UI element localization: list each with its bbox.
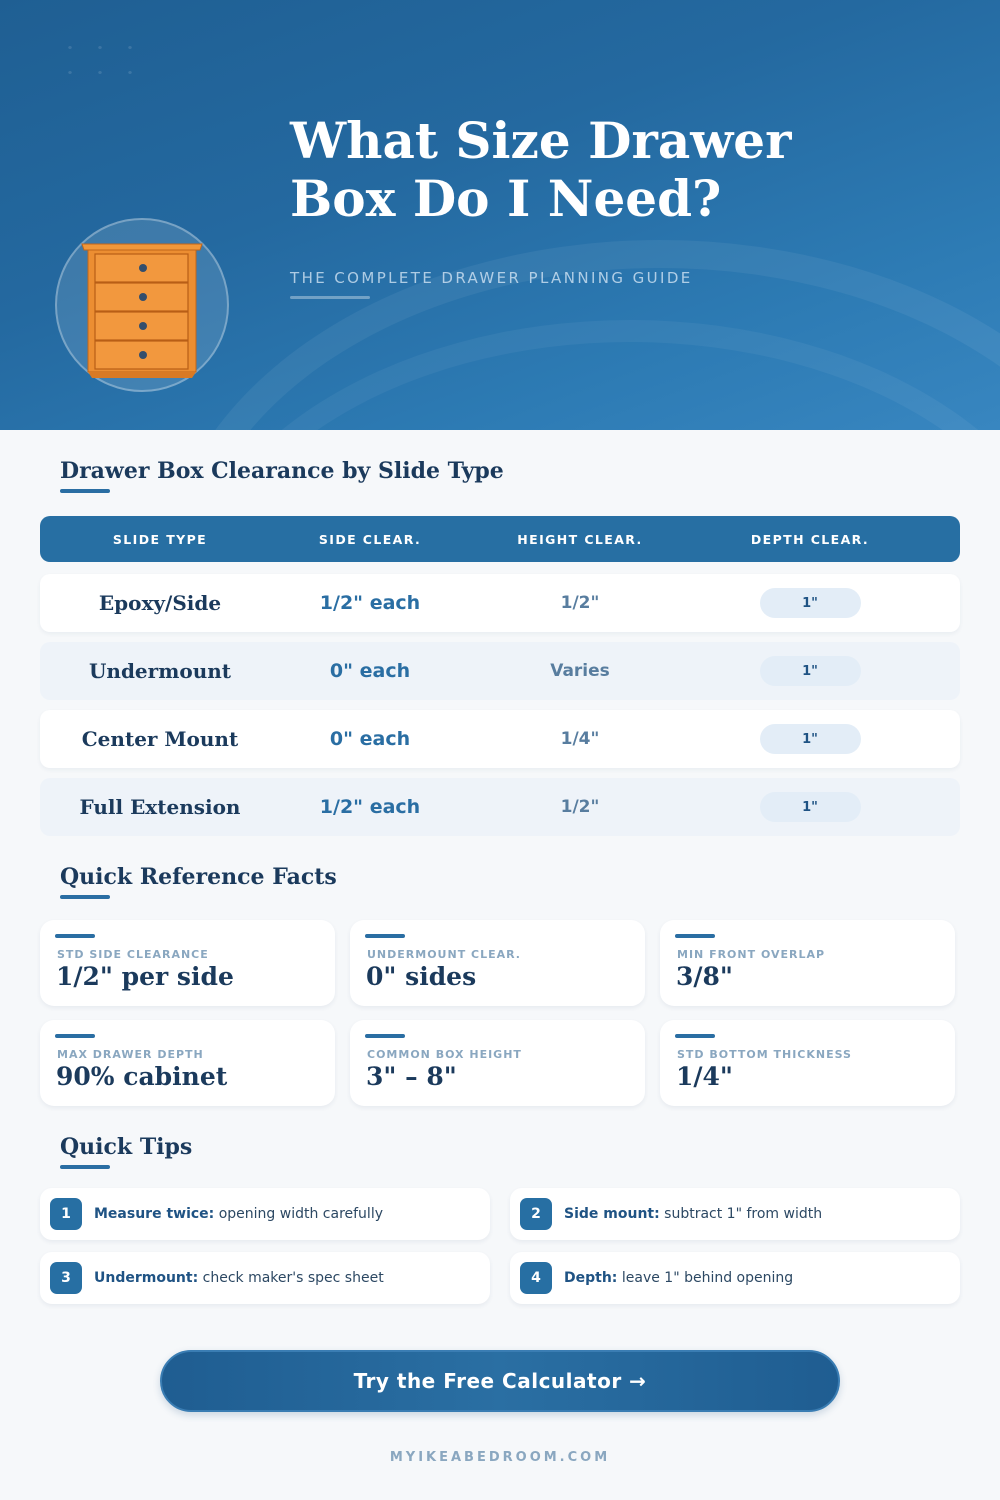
cell-height-clear: 1/4" [560, 729, 600, 749]
fact-label: STD BOTTOM THICKNESS [677, 1048, 852, 1061]
fact-value: 0" sides [366, 962, 477, 991]
cell-depth-clear [700, 724, 920, 754]
column-header-side-clear: SIDE CLEAR. [318, 531, 422, 547]
depth-pill: 1" [760, 656, 861, 686]
fact-card [40, 920, 335, 1006]
column-header-height-clear: HEIGHT CLEAR. [517, 531, 643, 547]
fact-accent-bar [55, 1034, 95, 1038]
fact-card [350, 1020, 645, 1106]
section-title-facts: Quick Reference Facts [60, 864, 337, 890]
table-row [40, 574, 960, 632]
tip-number-badge: 1 [50, 1198, 82, 1230]
tip-text [564, 1206, 822, 1222]
fact-label: COMMON BOX HEIGHT [367, 1048, 522, 1061]
subtitle-underline [290, 296, 370, 299]
tip-text [94, 1206, 383, 1222]
table-row [40, 710, 960, 768]
tip-number-badge: 4 [520, 1262, 552, 1294]
cell-slide-type: Epoxy/Side [98, 591, 222, 615]
dresser-icon [55, 218, 229, 392]
fact-accent-bar [55, 934, 95, 938]
fact-value: 90% cabinet [56, 1062, 228, 1091]
tip-item [40, 1252, 490, 1304]
hero-banner [0, 0, 1000, 430]
fact-label: MIN FRONT OVERLAP [677, 948, 826, 961]
cell-depth-clear [700, 656, 920, 686]
fact-label: MAX DRAWER DEPTH [57, 1048, 204, 1061]
section-underline [60, 489, 110, 493]
fact-accent-bar [675, 1034, 715, 1038]
clearance-table-header [40, 516, 960, 562]
dresser-icon-badge [55, 218, 229, 392]
fact-label: UNDERMOUNT CLEAR. [367, 948, 521, 961]
cell-height-clear: 1/2" [560, 797, 600, 817]
page-title [290, 112, 910, 228]
fact-value: 1/2" per side [56, 962, 234, 991]
page-subtitle: THE COMPLETE DRAWER PLANNING GUIDE [290, 269, 693, 287]
cell-slide-type: Center Mount [81, 727, 239, 751]
tip-text [564, 1270, 793, 1286]
fact-value: 3" – 8" [366, 1062, 457, 1091]
decorative-dots [55, 35, 155, 95]
tip-title: Depth: [564, 1270, 618, 1286]
tip-item [510, 1252, 960, 1304]
tip-body: check maker's spec sheet [198, 1270, 384, 1286]
column-header-slide-type: SLIDE TYPE [112, 531, 208, 547]
cell-depth-clear [700, 588, 920, 618]
fact-value: 1/4" [676, 1062, 733, 1091]
fact-accent-bar [675, 934, 715, 938]
fact-accent-bar [365, 934, 405, 938]
tip-body: opening width carefully [214, 1206, 383, 1222]
section-title-clearance: Drawer Box Clearance by Slide Type [60, 458, 504, 484]
tip-number-badge: 3 [50, 1262, 82, 1294]
tip-title: Side mount: [564, 1206, 660, 1222]
tip-item [510, 1188, 960, 1240]
fact-label: STD SIDE CLEARANCE [57, 948, 209, 961]
cell-height-clear: Varies [550, 661, 610, 681]
cell-slide-type: Full Extension [79, 795, 241, 819]
section-title-tips: Quick Tips [60, 1134, 193, 1160]
fact-card [350, 920, 645, 1006]
fact-accent-bar [365, 1034, 405, 1038]
tip-number-badge: 2 [520, 1198, 552, 1230]
depth-pill: 1" [760, 792, 861, 822]
fact-card [660, 920, 955, 1006]
depth-pill: 1" [760, 724, 861, 754]
tip-text [94, 1270, 384, 1286]
column-header-depth-clear: DEPTH CLEAR. [750, 531, 870, 547]
footer-site-link[interactable]: MYIKEABEDROOM.COM [389, 1450, 611, 1465]
section-underline [60, 1165, 110, 1169]
tip-title: Undermount: [94, 1270, 199, 1286]
fact-card [660, 1020, 955, 1106]
cell-depth-clear [700, 792, 920, 822]
depth-pill: 1" [760, 588, 861, 618]
page-title-line-1: What Size Drawer [290, 111, 792, 170]
cell-height-clear: 1/2" [560, 593, 600, 613]
tip-item [40, 1188, 490, 1240]
cell-slide-type: Undermount [88, 659, 232, 683]
cell-side-clear: 1/2" each [319, 592, 421, 614]
tip-body: leave 1" behind opening [617, 1270, 794, 1286]
try-calculator-button[interactable]: Try the Free Calculator → [160, 1350, 840, 1412]
cell-side-clear: 0" each [329, 728, 411, 750]
table-row [40, 778, 960, 836]
fact-value: 3/8" [676, 962, 733, 991]
fact-card [40, 1020, 335, 1106]
cell-side-clear: 0" each [329, 660, 411, 682]
tip-title: Measure twice: [94, 1206, 215, 1222]
section-underline [60, 895, 110, 899]
page-title-line-2: Box Do I Need? [290, 169, 722, 228]
tip-body: subtract 1" from width [659, 1206, 823, 1222]
table-row [40, 642, 960, 700]
cell-side-clear: 1/2" each [319, 796, 421, 818]
